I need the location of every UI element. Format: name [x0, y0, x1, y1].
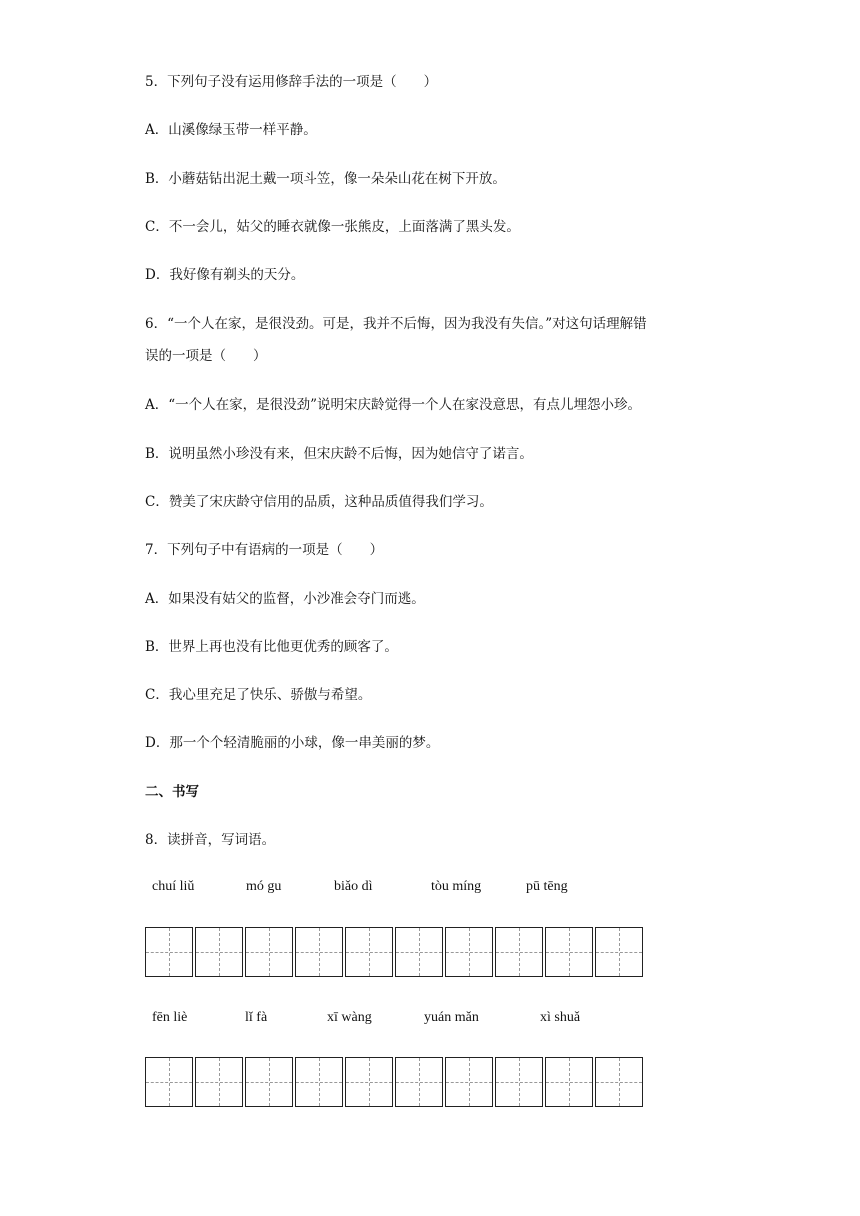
q5-option-d: D．我好像有剃头的天分。: [145, 267, 305, 283]
writing-cell[interactable]: [245, 1057, 293, 1107]
q7-option-a: A．如果没有姑父的监督，小沙准会夺门而逃。: [145, 591, 425, 607]
q7-stem: 7．下列句子中有语病的一项是（ ）: [145, 542, 384, 558]
writing-grid-row-1: [145, 927, 643, 977]
section-heading: 二、书写: [145, 784, 199, 800]
q5-stem: 5．下列句子没有运用修辞手法的一项是（ ）: [145, 74, 438, 90]
pinyin-label: mó gu: [246, 879, 282, 894]
q7-option-b: B．世界上再也没有比他更优秀的顾客了。: [145, 639, 398, 655]
writing-cell[interactable]: [295, 927, 343, 977]
writing-cell[interactable]: [395, 1057, 443, 1107]
pinyin-label: fēn liè: [152, 1010, 188, 1025]
writing-cell[interactable]: [395, 927, 443, 977]
pinyin-label: chuí liǔ: [152, 879, 195, 894]
q6-stem-line1: 6．“一个人在家，是很没劲。可是，我并不后悔，因为我没有失信。”对这句话理解错: [145, 316, 647, 332]
writing-cell[interactable]: [245, 927, 293, 977]
writing-cell[interactable]: [145, 1057, 193, 1107]
pinyin-label: biǎo dì: [334, 879, 373, 894]
writing-cell[interactable]: [195, 1057, 243, 1107]
pinyin-label: tòu míng: [431, 879, 482, 894]
writing-cell[interactable]: [195, 927, 243, 977]
q5-option-a: A．山溪像绿玉带一样平静。: [145, 122, 317, 138]
writing-cell[interactable]: [545, 1057, 593, 1107]
q5-option-c: C．不一会儿，姑父的睡衣就像一张熊皮，上面落满了黑头发。: [145, 219, 520, 235]
writing-cell[interactable]: [445, 927, 493, 977]
writing-cell[interactable]: [345, 1057, 393, 1107]
pinyin-label: pū tēng: [526, 879, 568, 894]
writing-cell[interactable]: [495, 1057, 543, 1107]
writing-grid-row-2: [145, 1057, 643, 1107]
writing-cell[interactable]: [545, 927, 593, 977]
q7-option-c: C．我心里充足了快乐、骄傲与希望。: [145, 687, 372, 703]
q6-option-b: B．说明虽然小珍没有来，但宋庆龄不后悔，因为她信守了诺言。: [145, 446, 533, 462]
writing-cell[interactable]: [495, 927, 543, 977]
q6-stem-line2: 误的一项是（ ）: [145, 348, 267, 364]
pinyin-label: lǐ fà: [245, 1010, 268, 1025]
writing-cell[interactable]: [345, 927, 393, 977]
writing-cell[interactable]: [445, 1057, 493, 1107]
q6-option-c: C．赞美了宋庆龄守信用的品质，这种品质值得我们学习。: [145, 494, 493, 510]
q6-option-a: A．“一个人在家，是很没劲”说明宋庆龄觉得一个人在家没意思，有点儿埋怨小珍。: [145, 397, 642, 413]
pinyin-label: yuán mǎn: [424, 1010, 479, 1025]
writing-cell[interactable]: [145, 927, 193, 977]
writing-cell[interactable]: [295, 1057, 343, 1107]
q8-stem: 8．读拼音，写词语。: [145, 832, 276, 848]
pinyin-label: xì shuǎ: [540, 1010, 581, 1025]
pinyin-label: xī wàng: [327, 1010, 372, 1025]
q5-option-b: B．小蘑菇钻出泥土戴一项斗笠，像一朵朵山花在树下开放。: [145, 171, 506, 187]
q7-option-d: D．那一个个轻清脆丽的小球，像一串美丽的梦。: [145, 735, 440, 751]
writing-cell[interactable]: [595, 927, 643, 977]
writing-cell[interactable]: [595, 1057, 643, 1107]
